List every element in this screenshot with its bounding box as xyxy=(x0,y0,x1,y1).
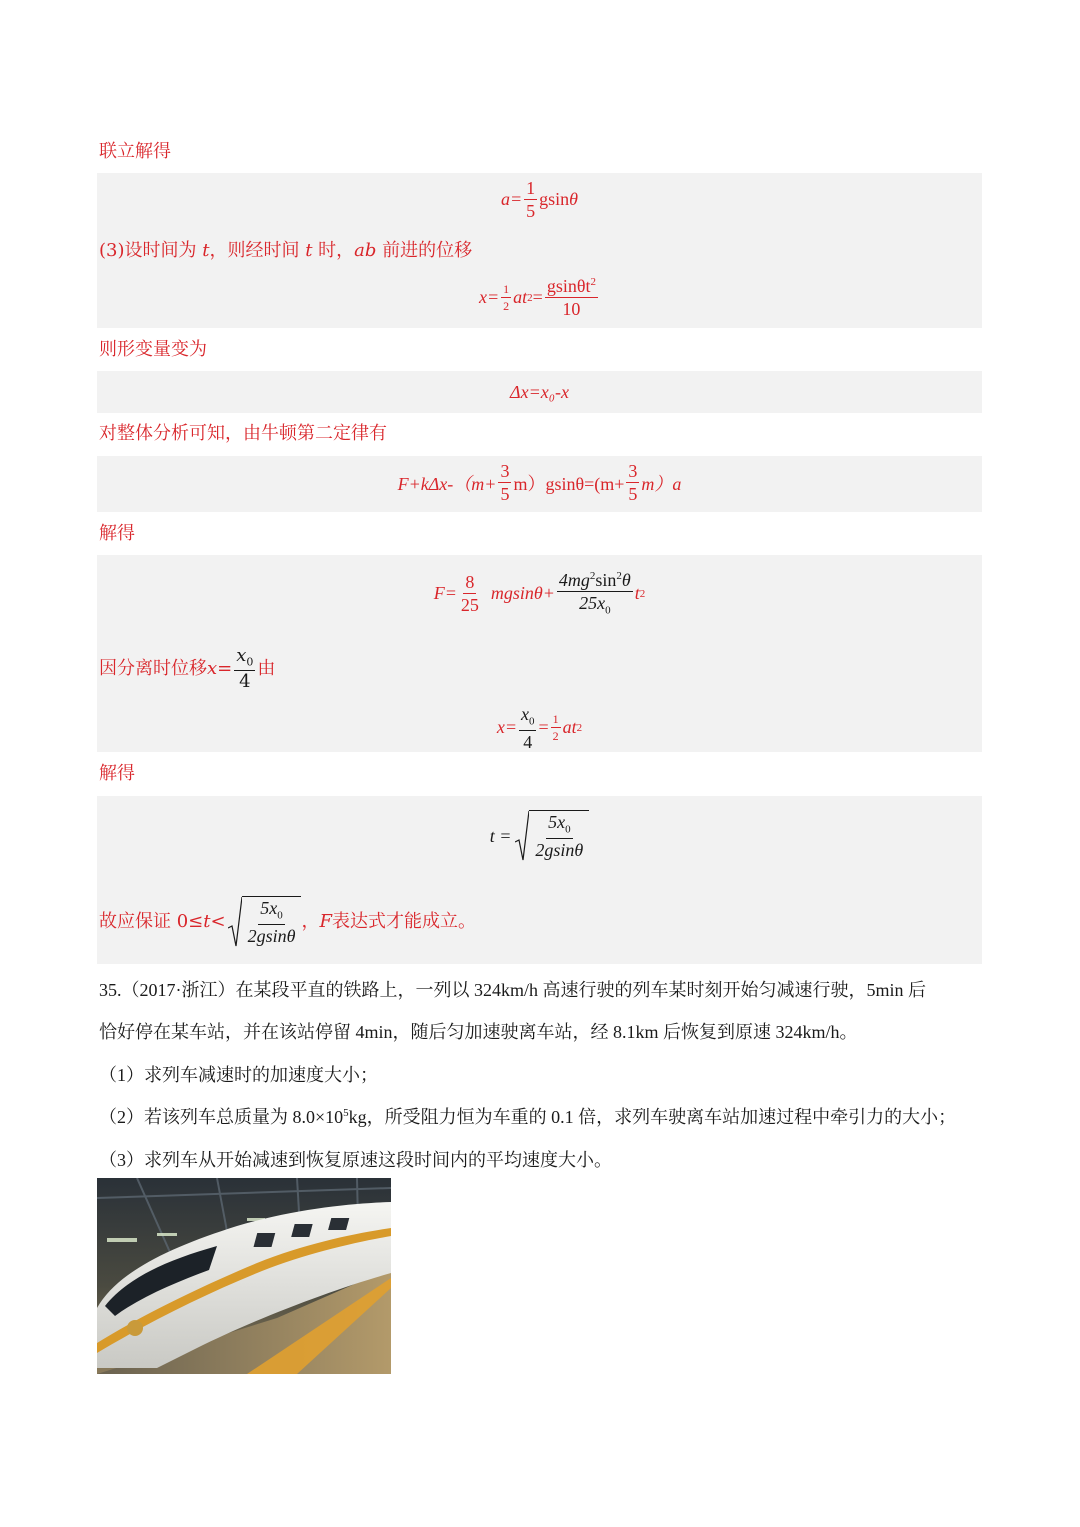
sqrt-sign-icon xyxy=(515,810,529,862)
question-part-2: （2）若该列车总质量为 $8.0\times 10^5kg$，所受阻力恒为车重的 0.1 倍，求列车驶离车站加速过程中牵引力的大小； xyxy=(99,1107,957,1127)
equation-separation: x= $\frac{x_0}{4}$ = $\frac{1}{2}$ at 2 xyxy=(496,704,583,752)
question-line-1: 35.（2017·浙江）在某段平直的铁路上，一列以 324km/h 高速行驶的列车某时刻开始匀减速行驶，5min 后 xyxy=(99,980,926,1000)
solution-line-4: 对整体分析可知，由牛顿第二定律有 xyxy=(99,423,387,444)
formula-panel-4 xyxy=(97,555,982,752)
equation-displacement: x= $\frac{1}{2}$ at 2 = $\frac{gsin\theta t^2}{10}$ xyxy=(479,276,596,319)
question-part-3: （3）求列车从开始减速到恢复原速这段时间内的平均速度大小。 xyxy=(99,1150,612,1170)
equation-force: F= $\frac{8}{25}$ mgsinθ+ $\frac{4mg^2\sin^2\theta}{25x_0}$ t 2 xyxy=(433,570,646,617)
solution-line-8: 故应保证 0≤ t < $\frac{5x_0}{2gsin\theta}$ ， F 表达式才能成立。 xyxy=(99,896,476,948)
high-speed-train-photo xyxy=(97,1178,391,1374)
equation-time: t = $\frac{5x_0}{2gsin\theta}$ xyxy=(97,810,982,862)
sqrt-sign-icon xyxy=(228,896,242,948)
question-part-1: （1）求列车减速时的加速度大小； xyxy=(99,1065,378,1085)
fraction: $\frac{1}{5}$ xyxy=(526,178,536,221)
formula-panel-2 xyxy=(97,371,982,413)
question-line-2: 恰好停在某车站，并在该站停留 4min，随后匀加速驶离车站，经 8.1km 后恢复到原速 324km/h。 xyxy=(99,1022,858,1042)
formula-panel-1 xyxy=(97,173,982,328)
equation-acceleration: a= $\frac{1}{5}$ gsin θ xyxy=(500,178,578,221)
solution-line-5: 解得 xyxy=(99,523,135,544)
solution-line-1: 联立解得 xyxy=(99,141,171,162)
formula-panel-3 xyxy=(97,456,982,512)
equation-deformation: Δx=x₀-x xyxy=(510,382,569,402)
formula-panel-5 xyxy=(97,796,982,964)
solution-line-6: 因分离时位移 x= $\frac{x_0}{4}$ 由 xyxy=(99,645,276,692)
solution-line-7: 解得 xyxy=(99,763,135,784)
solution-line-2: (3)设时间为 t，则经时间 t 时，ab 前进的位移 xyxy=(99,240,473,261)
equation-newton-second-law: F+kΔx-（m+ $\frac{3}{5}$ m）gsinθ=(m+ $\frac{3}{5}$ m）a xyxy=(397,461,682,504)
solution-line-3: 则形变量变为 xyxy=(99,339,207,360)
